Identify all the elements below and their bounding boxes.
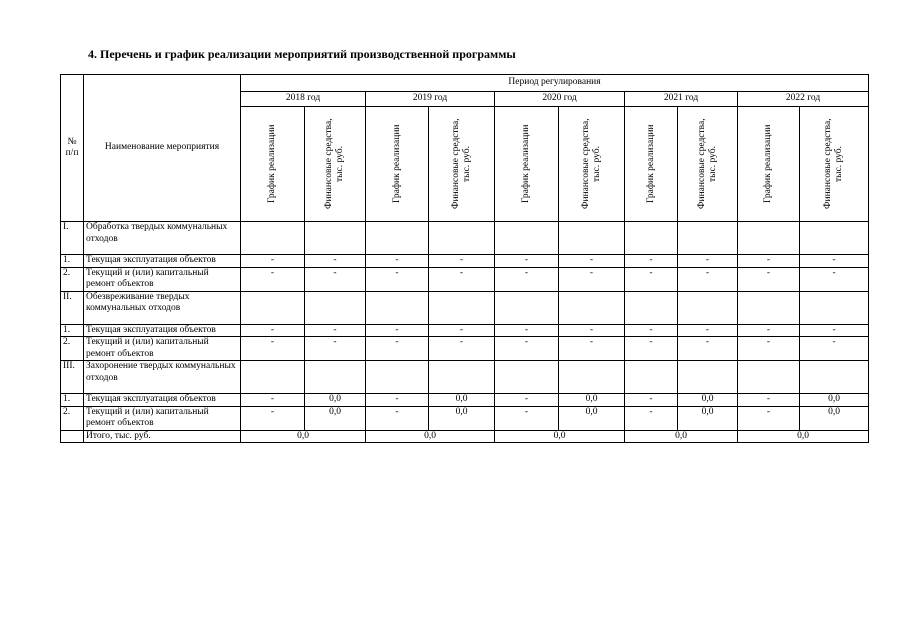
row-number: II. bbox=[61, 291, 84, 324]
row-value: - bbox=[241, 255, 305, 268]
row-value: - bbox=[366, 324, 429, 337]
row-value: - bbox=[738, 255, 800, 268]
header-num: № п/п bbox=[61, 75, 84, 222]
row-number: 1. bbox=[61, 324, 84, 337]
row-value: - bbox=[800, 337, 869, 361]
row-value bbox=[495, 361, 559, 394]
row-value: - bbox=[366, 255, 429, 268]
row-value: - bbox=[241, 337, 305, 361]
row-value: - bbox=[678, 337, 738, 361]
row-value: - bbox=[305, 337, 366, 361]
header-finance: Финансовые средства, тыс. руб. bbox=[429, 107, 495, 222]
header-finance: Финансовые средства, тыс. руб. bbox=[559, 107, 625, 222]
row-value bbox=[495, 291, 559, 324]
row-value: 0,0 bbox=[429, 406, 495, 430]
program-table bbox=[60, 74, 869, 443]
total-label: Итого, тыс. руб. bbox=[84, 430, 241, 443]
row-value: - bbox=[366, 394, 429, 407]
row-value bbox=[738, 222, 800, 255]
row-value: 0,0 bbox=[678, 406, 738, 430]
row-number: 1. bbox=[61, 394, 84, 407]
row-value: - bbox=[495, 337, 559, 361]
total-value: 0,0 bbox=[241, 430, 366, 443]
row-value: - bbox=[495, 324, 559, 337]
total-value: 0,0 bbox=[738, 430, 869, 443]
row-value bbox=[366, 361, 429, 394]
row-value: - bbox=[366, 267, 429, 291]
row-value bbox=[800, 222, 869, 255]
row-name: Захоронение твердых коммунальных отходов bbox=[84, 361, 241, 394]
table-row bbox=[61, 324, 869, 337]
header-schedule: График реализации bbox=[495, 107, 559, 222]
row-value bbox=[495, 222, 559, 255]
section-row bbox=[61, 222, 869, 255]
row-name: Текущий и (или) капитальный ремонт объектов bbox=[84, 267, 241, 291]
row-value: - bbox=[305, 324, 366, 337]
row-value: - bbox=[241, 267, 305, 291]
row-value: - bbox=[305, 267, 366, 291]
row-value: - bbox=[366, 337, 429, 361]
row-value bbox=[738, 361, 800, 394]
row-name: Обработка твердых коммунальных отходов bbox=[84, 222, 241, 255]
row-value: - bbox=[559, 267, 625, 291]
header-year: 2022 год bbox=[738, 92, 869, 107]
row-value: - bbox=[495, 255, 559, 268]
row-value bbox=[625, 361, 678, 394]
row-value bbox=[678, 222, 738, 255]
row-value: - bbox=[241, 394, 305, 407]
table-row bbox=[61, 267, 869, 291]
header-year: 2019 год bbox=[366, 92, 495, 107]
row-value bbox=[738, 291, 800, 324]
row-value: - bbox=[495, 394, 559, 407]
row-value bbox=[800, 291, 869, 324]
table-row bbox=[61, 337, 869, 361]
row-name: Текущая эксплуатация объектов bbox=[84, 394, 241, 407]
row-value: 0,0 bbox=[559, 394, 625, 407]
header-year: 2018 год bbox=[241, 92, 366, 107]
header-row-period bbox=[61, 75, 869, 92]
row-value: - bbox=[625, 255, 678, 268]
section-row bbox=[61, 291, 869, 324]
row-value: - bbox=[241, 406, 305, 430]
row-value: - bbox=[429, 255, 495, 268]
row-value bbox=[559, 361, 625, 394]
row-value: 0,0 bbox=[305, 406, 366, 430]
row-value: - bbox=[625, 394, 678, 407]
section-row bbox=[61, 361, 869, 394]
row-value: - bbox=[559, 337, 625, 361]
row-value: - bbox=[429, 267, 495, 291]
row-name: Текущий и (или) капитальный ремонт объектов bbox=[84, 406, 241, 430]
row-value: - bbox=[429, 324, 495, 337]
row-value: - bbox=[800, 267, 869, 291]
row-value: - bbox=[241, 324, 305, 337]
row-value bbox=[559, 291, 625, 324]
total-empty bbox=[61, 430, 84, 443]
row-value bbox=[800, 361, 869, 394]
row-value bbox=[625, 222, 678, 255]
row-number: 2. bbox=[61, 337, 84, 361]
row-value bbox=[366, 291, 429, 324]
header-schedule: График реализации bbox=[625, 107, 678, 222]
row-value: - bbox=[495, 406, 559, 430]
row-name: Текущий и (или) капитальный ремонт объектов bbox=[84, 337, 241, 361]
row-value: - bbox=[625, 324, 678, 337]
row-value bbox=[241, 361, 305, 394]
row-value: 0,0 bbox=[800, 394, 869, 407]
row-value: - bbox=[800, 255, 869, 268]
row-value: - bbox=[625, 406, 678, 430]
row-value: - bbox=[678, 267, 738, 291]
row-value: 0,0 bbox=[678, 394, 738, 407]
row-value: - bbox=[305, 255, 366, 268]
row-value: 0,0 bbox=[559, 406, 625, 430]
row-number: 2. bbox=[61, 267, 84, 291]
row-value: - bbox=[678, 255, 738, 268]
header-schedule: График реализации bbox=[366, 107, 429, 222]
row-value bbox=[559, 222, 625, 255]
row-value: 0,0 bbox=[305, 394, 366, 407]
row-number: 2. bbox=[61, 406, 84, 430]
row-value: - bbox=[429, 337, 495, 361]
row-value bbox=[678, 361, 738, 394]
table-row bbox=[61, 255, 869, 268]
header-schedule: График реализации bbox=[738, 107, 800, 222]
row-value: - bbox=[738, 267, 800, 291]
row-value: - bbox=[559, 324, 625, 337]
row-value: 0,0 bbox=[800, 406, 869, 430]
total-value: 0,0 bbox=[366, 430, 495, 443]
row-value bbox=[305, 291, 366, 324]
row-value bbox=[429, 291, 495, 324]
header-finance: Финансовые средства, тыс. руб. bbox=[800, 107, 869, 222]
row-value bbox=[241, 222, 305, 255]
row-number: III. bbox=[61, 361, 84, 394]
row-value: - bbox=[738, 394, 800, 407]
row-name: Текущая эксплуатация объектов bbox=[84, 324, 241, 337]
row-value bbox=[366, 222, 429, 255]
row-number: I. bbox=[61, 222, 84, 255]
row-value: - bbox=[738, 406, 800, 430]
row-value: - bbox=[738, 324, 800, 337]
header-finance: Финансовые средства, тыс. руб. bbox=[305, 107, 366, 222]
header-schedule: График реализации bbox=[241, 107, 305, 222]
header-name: Наименование мероприятия bbox=[84, 75, 241, 222]
row-value: - bbox=[800, 324, 869, 337]
row-value bbox=[625, 291, 678, 324]
header-year: 2021 год bbox=[625, 92, 738, 107]
table-row bbox=[61, 394, 869, 407]
row-value bbox=[678, 291, 738, 324]
row-value: - bbox=[625, 267, 678, 291]
row-value: 0,0 bbox=[429, 394, 495, 407]
header-year: 2020 год bbox=[495, 92, 625, 107]
row-value bbox=[241, 291, 305, 324]
row-value: - bbox=[738, 337, 800, 361]
total-value: 0,0 bbox=[625, 430, 738, 443]
row-value: - bbox=[678, 324, 738, 337]
table-row bbox=[61, 406, 869, 430]
section-title: 4. Перечень и график реализации мероприятий производственной программы bbox=[88, 47, 516, 61]
header-period: Период регулирования bbox=[241, 75, 869, 92]
row-value bbox=[429, 361, 495, 394]
row-value bbox=[429, 222, 495, 255]
row-value: - bbox=[495, 267, 559, 291]
row-name: Обезвреживание твердых коммунальных отходов bbox=[84, 291, 241, 324]
row-value: - bbox=[625, 337, 678, 361]
row-value: - bbox=[559, 255, 625, 268]
row-value: - bbox=[366, 406, 429, 430]
header-finance: Финансовые средства, тыс. руб. bbox=[678, 107, 738, 222]
total-value: 0,0 bbox=[495, 430, 625, 443]
row-number: 1. bbox=[61, 255, 84, 268]
row-name: Текущая эксплуатация объектов bbox=[84, 255, 241, 268]
total-row bbox=[61, 430, 869, 443]
row-value bbox=[305, 222, 366, 255]
row-value bbox=[305, 361, 366, 394]
